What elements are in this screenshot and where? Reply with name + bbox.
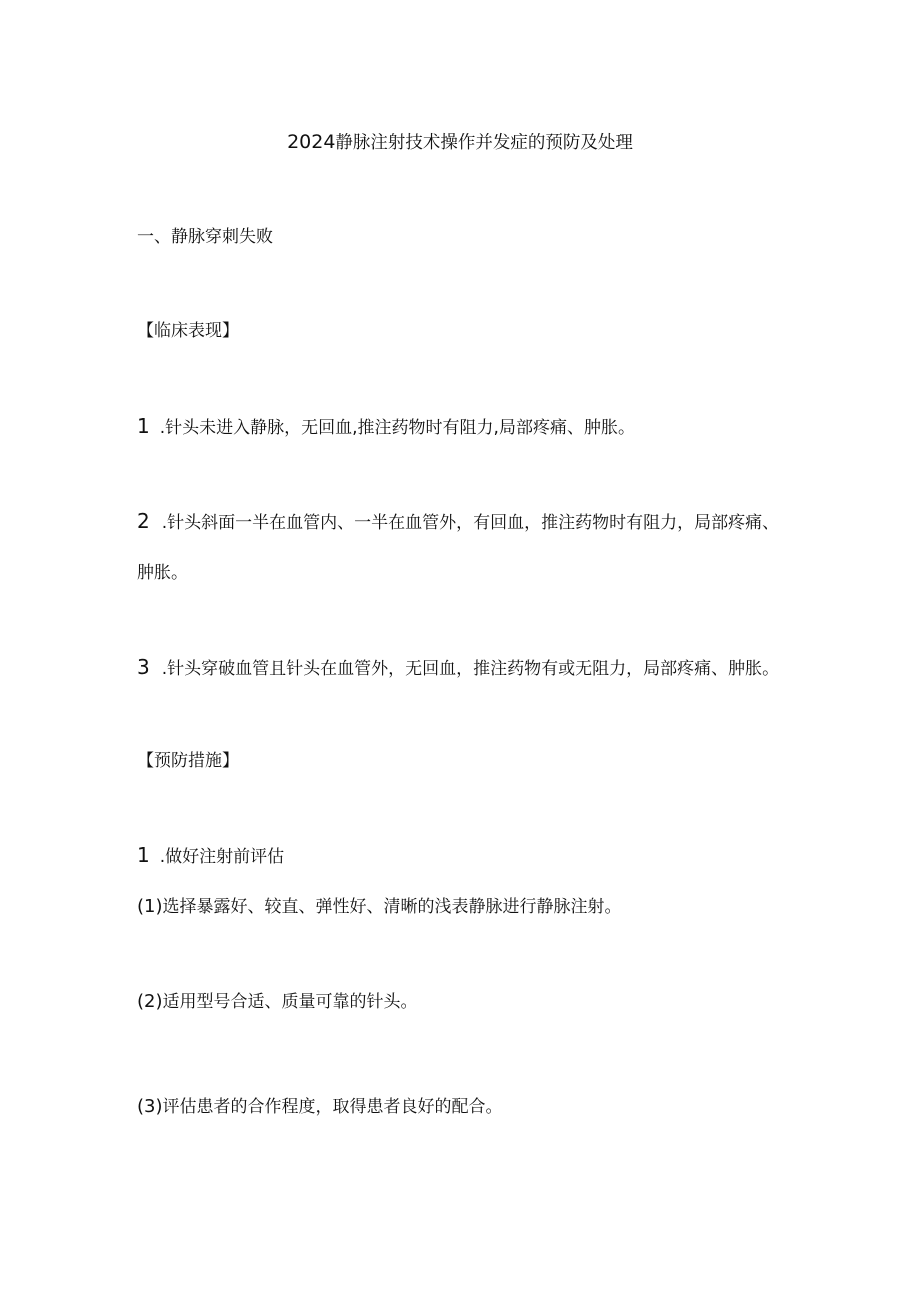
clinical-item-3-text: .针头穿破血管且针头在血管外，无回血，推注药物有或无阻力，局部疼痛、肿胀。 — [161, 659, 780, 679]
clinical-item-3-num: 3 — [137, 655, 150, 679]
sub-item-3-text: 评估患者的合作程度，取得患者良好的配合。 — [162, 1097, 503, 1117]
sub-item-3-num: (3) — [137, 1096, 163, 1117]
prevention-item-1-text: .做好注射前评估 — [159, 847, 285, 867]
section-heading: 一、静脉穿刺失败 — [137, 227, 273, 247]
clinical-item-1-text: .针头未进入静脉，无回血,推注药物时有阻力,局部疼痛、肿胀。 — [159, 418, 635, 438]
sub-item-1 — [137, 896, 622, 918]
prevention-heading: 【预防措施】 — [137, 751, 239, 771]
sub-item-1-text: 选择暴露好、较直、弹性好、清晰的浅表静脉进行静脉注射。 — [162, 897, 622, 917]
title-year: 2024 — [287, 131, 336, 153]
title-text: 静脉注射技术操作并发症的预防及处理 — [335, 133, 633, 153]
clinical-item-2-continuation: 肿胀。 — [137, 563, 188, 583]
sub-item-3 — [137, 1096, 503, 1118]
clinical-item-2-num: 2 — [137, 509, 150, 533]
clinical-item-2 — [137, 510, 779, 534]
clinical-heading: 【临床表现】 — [137, 321, 239, 341]
sub-item-1-num: (1) — [137, 896, 163, 917]
sub-item-2 — [137, 991, 418, 1013]
clinical-item-1-num: 1 — [137, 414, 150, 438]
prevention-item-1-num: 1 — [137, 843, 150, 867]
clinical-item-1 — [137, 415, 635, 439]
sub-item-2-num: (2) — [137, 991, 163, 1012]
document-title — [0, 130, 920, 155]
prevention-item-1 — [137, 844, 284, 868]
clinical-item-2-text: .针头斜面一半在血管内、一半在血管外，有回血，推注药物时有阻力，局部疼痛、 — [161, 513, 780, 533]
sub-item-2-text: 适用型号合适、质量可靠的针头。 — [162, 992, 418, 1012]
clinical-item-3 — [137, 656, 779, 680]
